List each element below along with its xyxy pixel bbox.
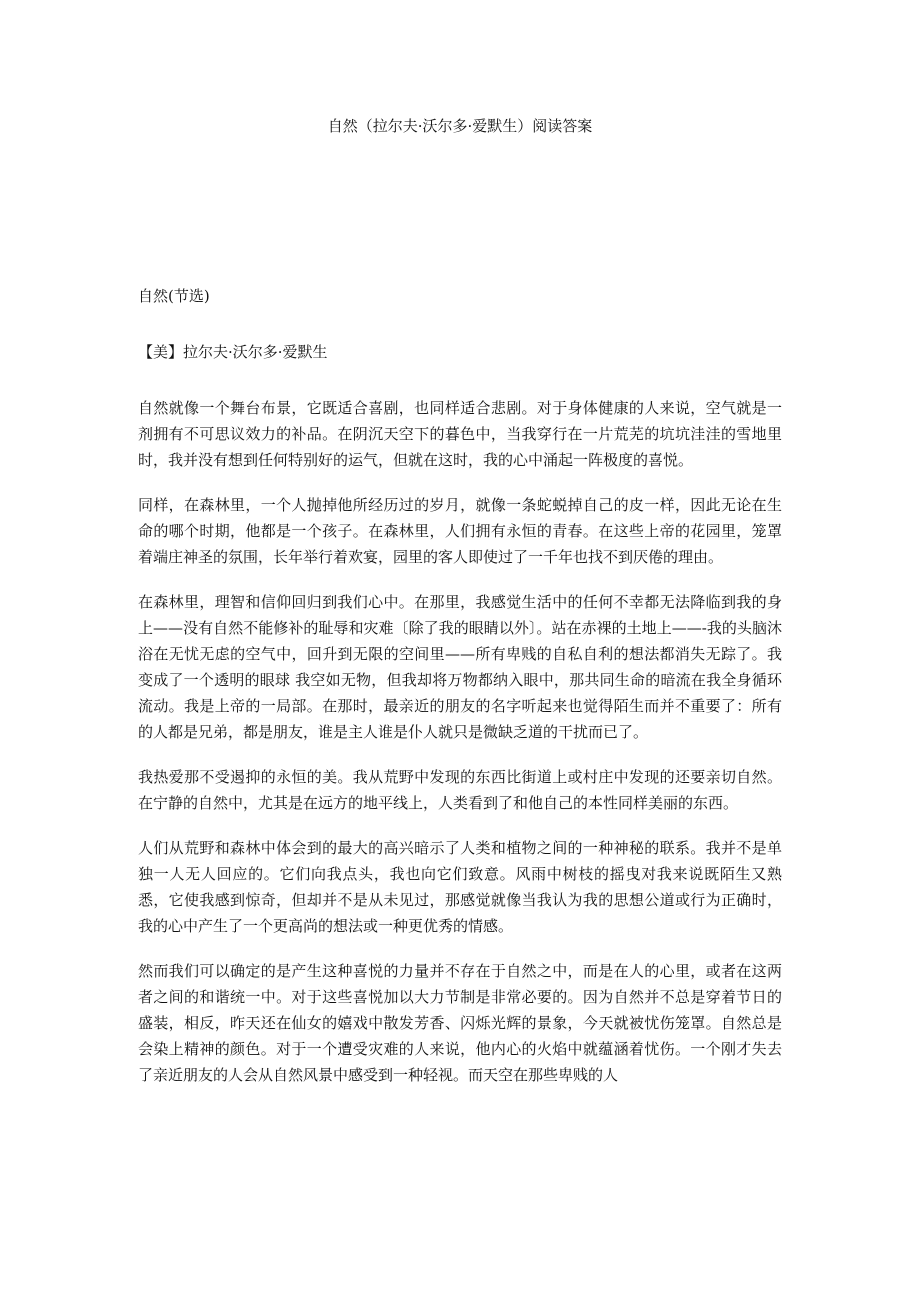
article-author: 【美】拉尔夫·沃尔多·爱默生 xyxy=(138,343,328,361)
document-title: 自然（拉尔夫·沃尔多·爱默生）阅读答案 xyxy=(327,117,593,135)
paragraph-1: 自然就像一个舞台布景，它既适合喜剧，也同样适合悲剧。对于身体健康的人来说，空气就是一剂拥有不可思议效力的补品。在阴沉天空下的暮色中，当我穿行在一片荒芜的坑坑洼洼的雪地里时，我并没有想到任何特别好的运气，但就在这时，我的心中涌起一阵极度的喜悦。 xyxy=(138,399,782,469)
paragraph-4: 我热爱那不受遏抑的永恒的美。我从荒野中发现的东西比街道上或村庄中发现的还要亲切自然。在宁静的自然中，尤其是在远方的地平线上，人类看到了和他自己的本性同样美丽的东西。 xyxy=(138,768,782,812)
paragraph-2: 同样，在森林里，一个人抛掉他所经历过的岁月，就像一条蛇蜕掉自己的皮一样，因此无论在生命的哪个时期，他都是一个孩子。在森林里，人们拥有永恒的青春。在这些上帝的花园里，笼罩着端庄神圣的氛围，长年举行着欢宴，园里的客人即使过了一千年也找不到厌倦的理由。 xyxy=(138,496,782,566)
article-heading: 自然(节选) xyxy=(138,287,210,305)
paragraph-3: 在森林里，理智和信仰回归到我们心中。在那里，我感觉生活中的任何不幸都无法降临到我的身上——没有自然不能修补的耻辱和灾难〔除了我的眼睛以外〕。站在赤裸的土地上——-我的头脑沐浴在无忧无虑的空气中，回升到无限的空间里——所有卑贱的自私自利的想法都消失无踪了。我变成了一个透明的眼球 我空如无物，但我却将万物都纳入眼中，那共同生命的暗流在我全身循环流动。我是上帝的一局部。在那时，最亲近的朋友的名字听起来也觉得陌生而并不重要了：所有的人都是兄弟，都是朋友，谁是主人谁是仆人就只是微缺乏道的干扰而已了。 xyxy=(138,593,782,741)
paragraph-5: 人们从荒野和森林中体会到的最大的高兴暗示了人类和植物之间的一种神秘的联系。我并不是单独一人无人回应的。它们向我点头，我也向它们致意。风雨中树枝的摇曳对我来说既陌生又熟悉，它使我感到惊奇，但却并不是从未见过，那感觉就像当我认为我的思想公道或行为正确时，我的心中产生了一个更高尚的想法或一种更优秀的情感。 xyxy=(138,839,782,935)
paragraph-6: 然而我们可以确定的是产生这种喜悦的力量并不存在于自然之中，而是在人的心里，或者在这两者之间的和谐统一中。对于这些喜悦加以大力节制是非常必要的。因为自然并不总是穿着节日的盛装，相反，昨天还在仙女的嬉戏中散发芳香、闪烁光辉的景象，今天就被忧伤笼罩。自然总是会染上精神的颜色。对于一个遭受灾难的人来说，他内心的火焰中就蕴涵着忧伤。一个刚才失去了亲近朋友的人会从自然风景中感受到一种轻视。而天空在那些卑贱的人 xyxy=(138,962,782,1084)
document-body xyxy=(138,283,782,1107)
